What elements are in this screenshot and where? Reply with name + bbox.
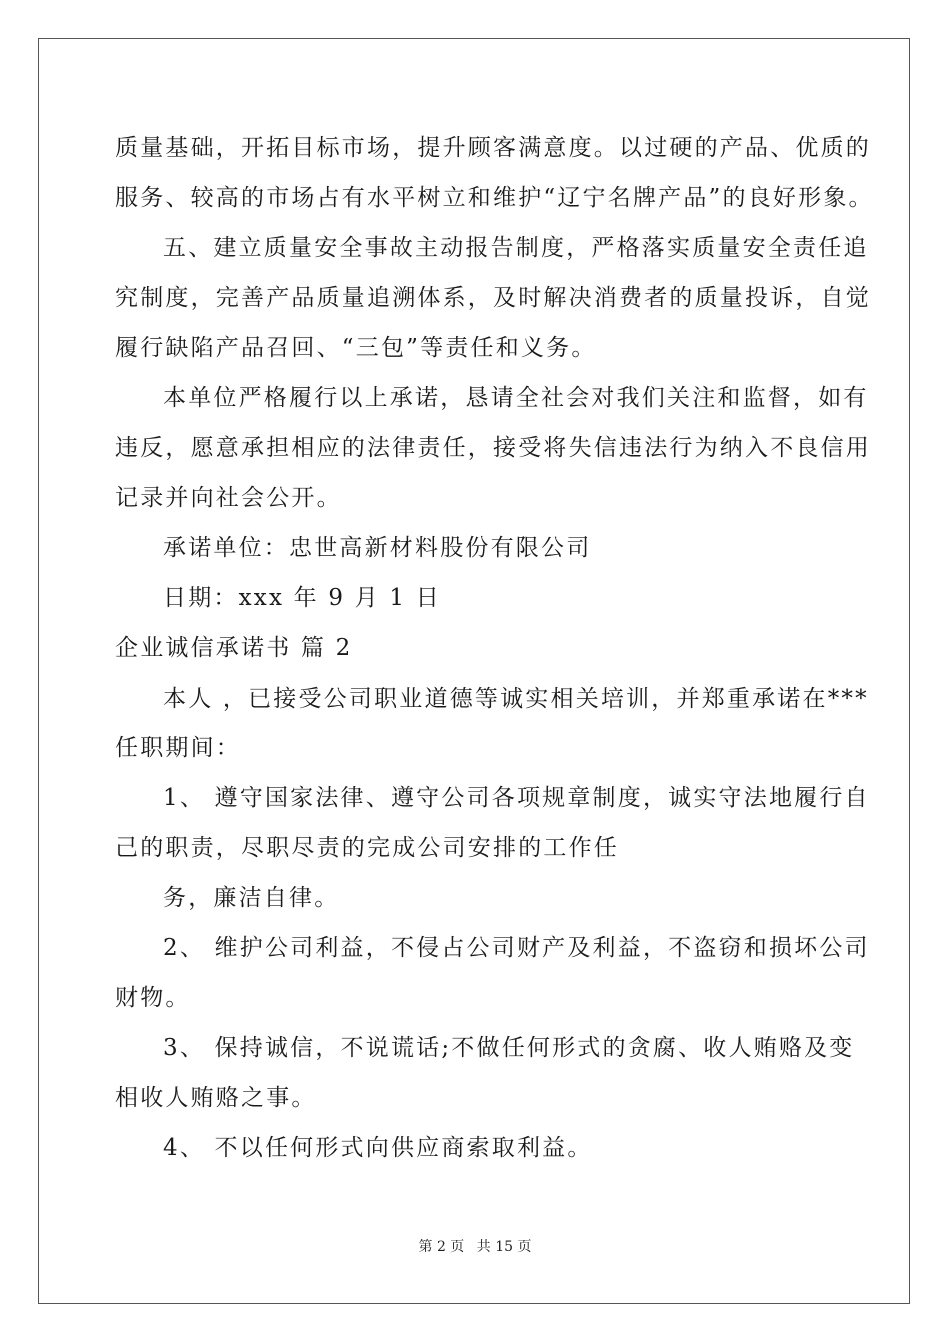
body-text-line: 究制度，完善产品质量追溯体系，及时解决消费者的质量投诉，自觉 — [115, 285, 871, 311]
section-heading: 企业诚信承诺书 篇 2 — [115, 635, 353, 661]
body-text-line: 违反，愿意承担相应的法律责任，接受将失信违法行为纳入不良信用 — [115, 435, 871, 461]
list-item-line: 3、 保持诚信，不说谎话;不做任何形式的贪腐、收人贿赂及变 — [163, 1035, 855, 1061]
page-footer — [0, 1238, 950, 1256]
body-text-line: 履行缺陷产品召回、“三包”等责任和义务。 — [115, 335, 597, 361]
list-item-line: 己的职责，尽职尽责的完成公司安排的工作任 — [115, 835, 619, 861]
list-item-line: 财物。 — [115, 985, 191, 1011]
list-item-line: 2、 维护公司利益，不侵占公司财产及利益，不盗窃和损坏公司 — [163, 935, 870, 961]
list-item-line: 1、 遵守国家法律、遵守公司各项规章制度，诚实守法地履行自 — [163, 785, 870, 811]
body-text-line: 本单位严格履行以上承诺，恳请全社会对我们关注和监督，如有 — [163, 385, 869, 411]
body-text-line: 五、建立质量安全事故主动报告制度，严格落实质量安全责任追 — [163, 235, 869, 261]
list-item-line: 务，廉洁自律。 — [163, 885, 340, 911]
body-text-line: 质量基础，开拓目标市场，提升顾客满意度。以过硬的产品、优质的 — [115, 135, 871, 161]
list-item-line: 4、 不以任何形式向供应商索取利益。 — [163, 1135, 593, 1161]
signatory-line: 承诺单位：忠世高新材料股份有限公司 — [163, 535, 592, 561]
page-total: 共 15 页 — [476, 1239, 532, 1255]
body-text-line: 本人 ，已接受公司职业道德等诚实相关培训，并郑重承诺在*** — [163, 686, 869, 712]
list-item-line: 相收人贿赂之事。 — [115, 1085, 317, 1111]
body-text-line: 任职期间： — [115, 735, 241, 761]
body-text-line: 服务、较高的市场占有水平树立和维护“辽宁名牌产品”的良好形象。 — [115, 185, 874, 211]
page-border — [38, 38, 910, 1304]
date-line: 日期：xxx 年 9 月 1 日 — [163, 585, 441, 611]
body-text-line: 记录并向社会公开。 — [115, 485, 342, 511]
page-number: 第 2 页 — [418, 1239, 465, 1255]
